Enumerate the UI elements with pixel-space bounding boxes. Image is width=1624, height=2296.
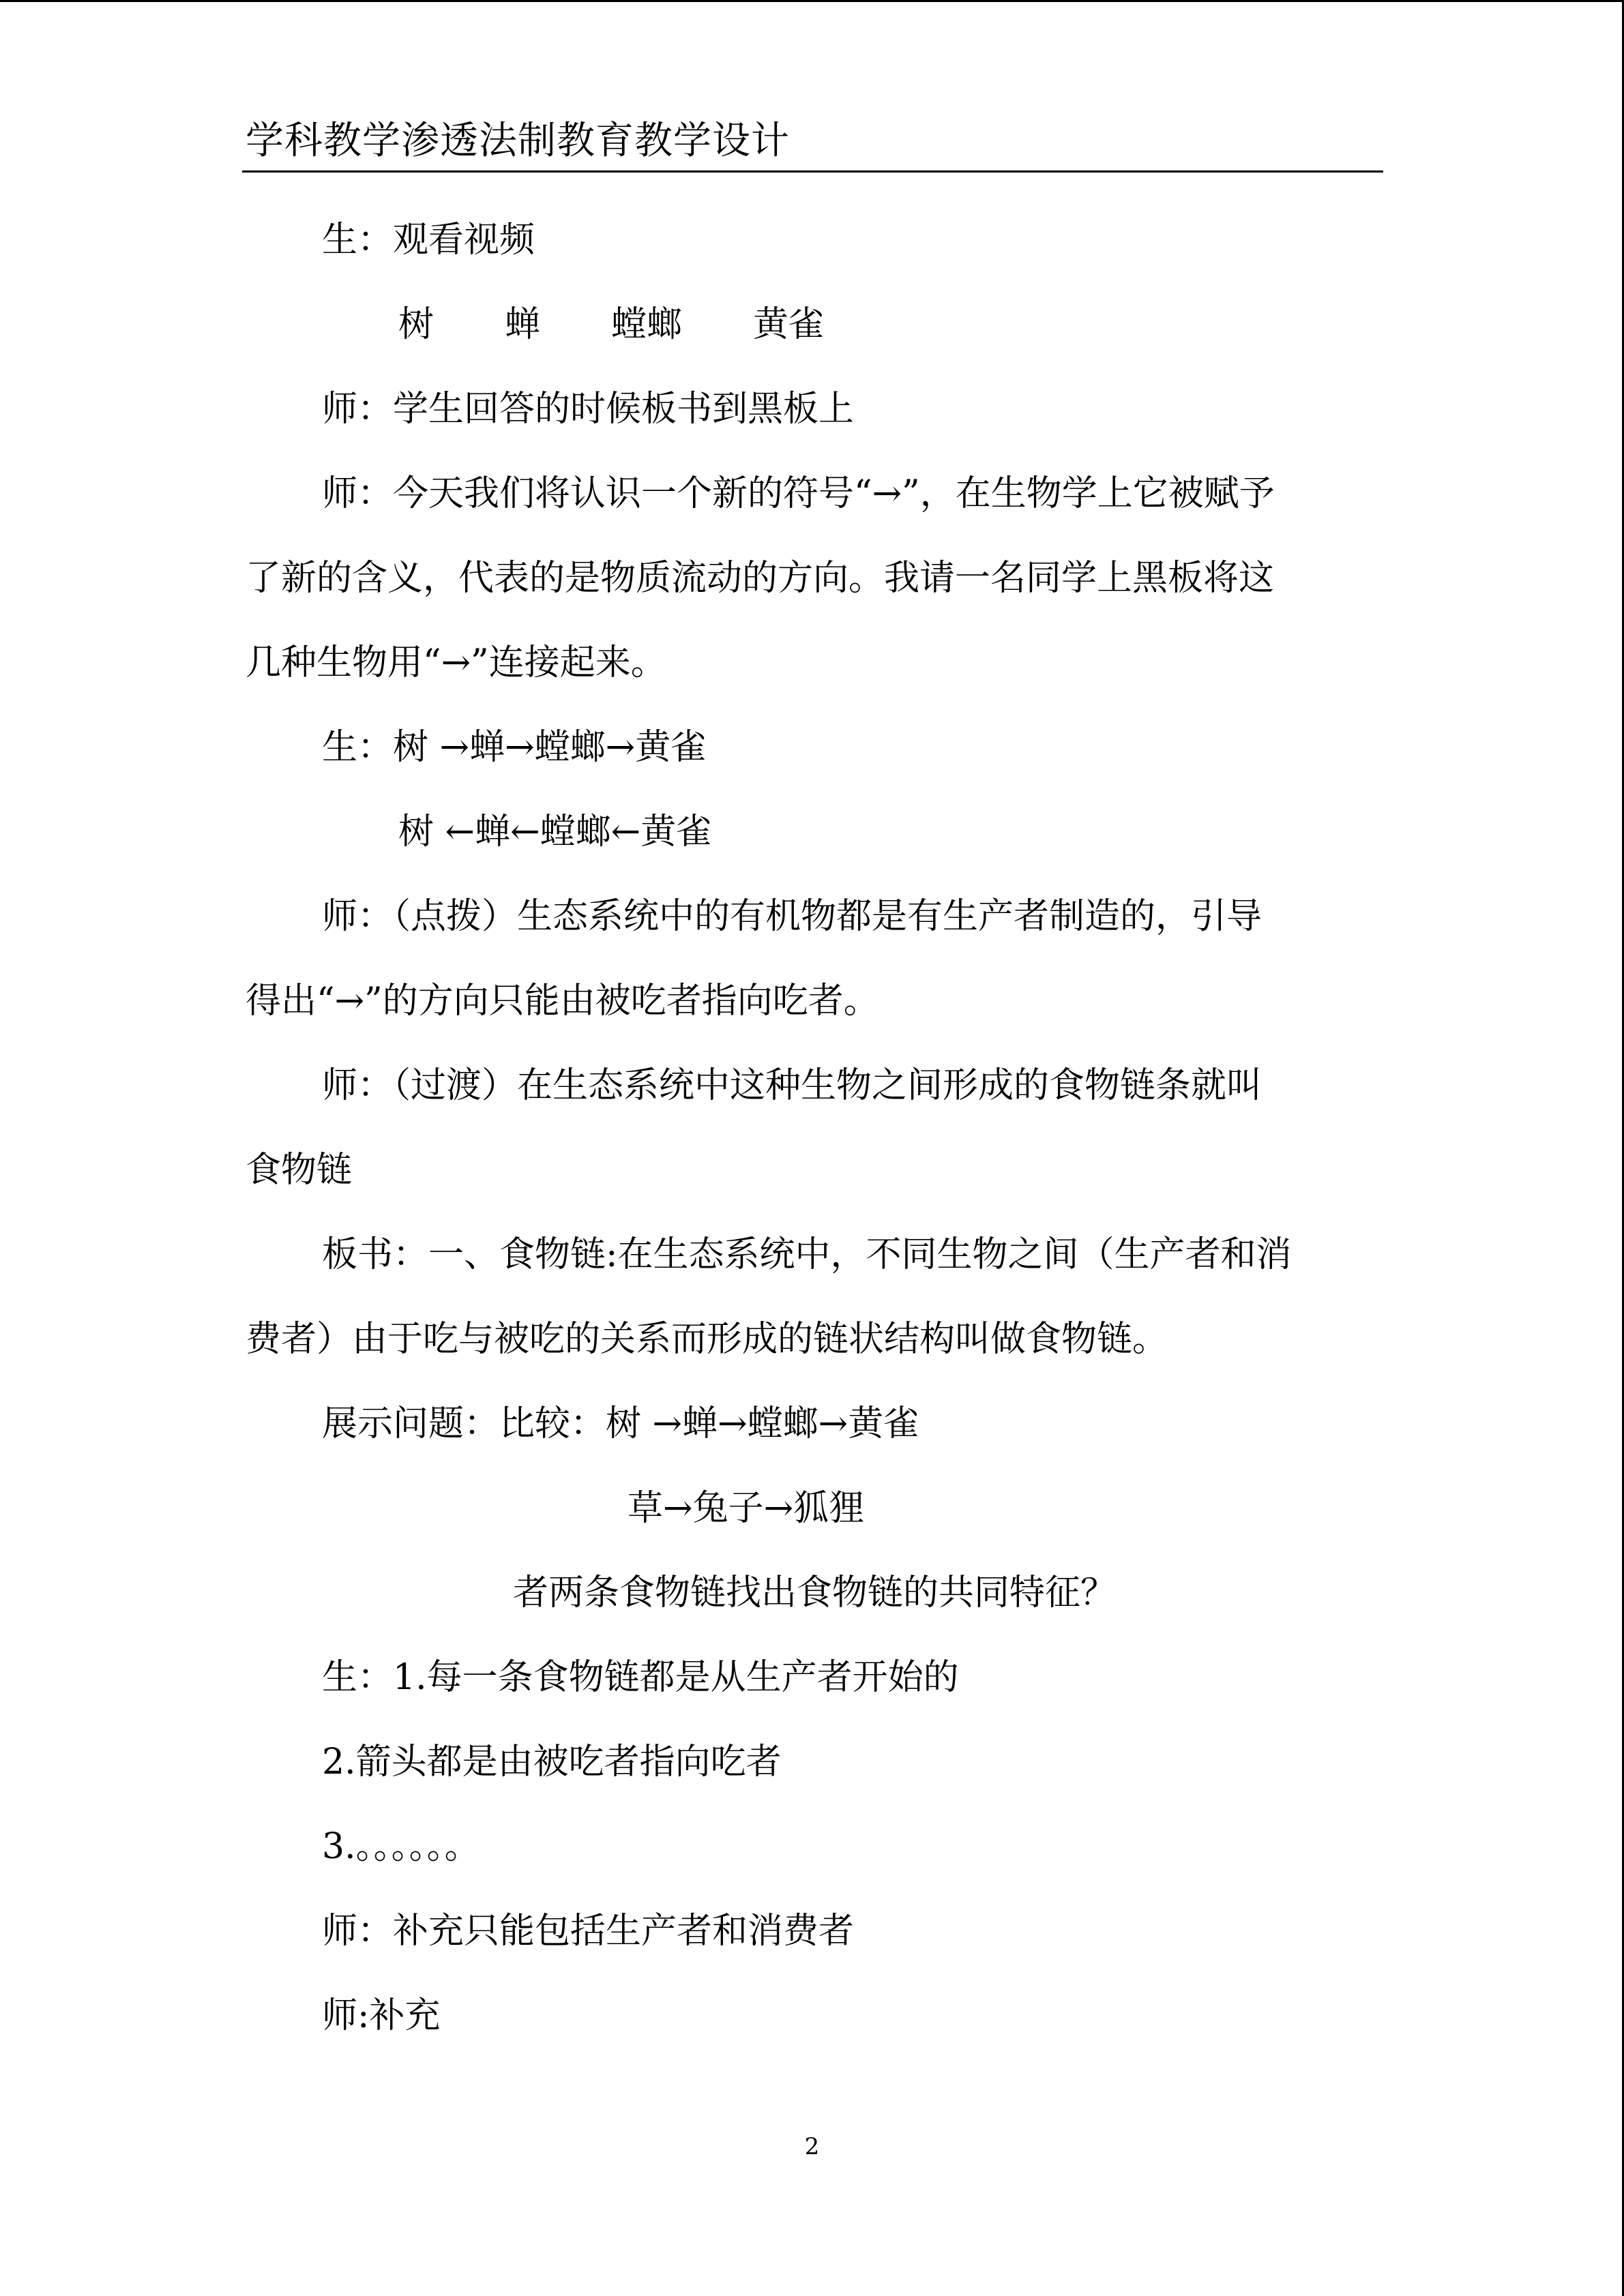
text-line: 师：（过渡）在生态系统中这种生物之间形成的食物链条就叫	[322, 1065, 1263, 1106]
text-line: 树 蝉 螳螂 黄雀	[398, 304, 825, 345]
text-line: 食物链	[246, 1150, 353, 1191]
text-line: 生：树 →蝉→螳螂→黄雀	[322, 727, 707, 768]
text-line: 师：（点拨）生态系统中的有机物都是有生产者制造的，引导	[322, 896, 1263, 937]
text-line: 得出“→”的方向只能由被吃者指向吃者。	[246, 981, 879, 1022]
text-line: 师:补充	[322, 1995, 441, 2036]
text-line: 者两条食物链找出食物链的共同特征？	[513, 1572, 1117, 1613]
text-line: 了新的含义，代表的是物质流动的方向。我请一名同学上黑板将这	[246, 558, 1275, 599]
text-line: 师：学生回答的时候板书到黑板上	[322, 389, 855, 430]
text-line: 几种生物用“→”连接起来。	[246, 642, 666, 683]
text-line: 师：今天我们将认识一个新的符号“→”，在生物学上它被赋予	[322, 473, 1275, 514]
header-title: 学科教学渗透法制教育教学设计	[246, 119, 790, 163]
text-line: 生：1.每一条食物链都是从生产者开始的	[322, 1657, 959, 1698]
text-line: 草→兔子→狐狸	[628, 1488, 865, 1529]
frame-top-edge	[0, 0, 1624, 2]
text-line: 树 ←蝉←螳螂←黄雀	[398, 811, 712, 852]
text-line: 展示问题：比较：树 →蝉→螳螂→黄雀	[322, 1403, 919, 1444]
text-line: 生：观看视频	[322, 220, 535, 260]
header-rule	[242, 170, 1383, 173]
text-line: 板书：一、食物链:在生态系统中，不同生物之间（生产者和消	[322, 1234, 1292, 1275]
text-line: 费者）由于吃与被吃的关系而形成的链状结构叫做食物链。	[246, 1319, 1168, 1360]
page-number: 2	[804, 2133, 820, 2160]
text-line: 2.箭头都是由被吃者指向吃者	[322, 1742, 782, 1783]
text-line: 3.。。。。。。	[322, 1826, 480, 1867]
text-line: 师：补充只能包括生产者和消费者	[322, 1911, 855, 1952]
